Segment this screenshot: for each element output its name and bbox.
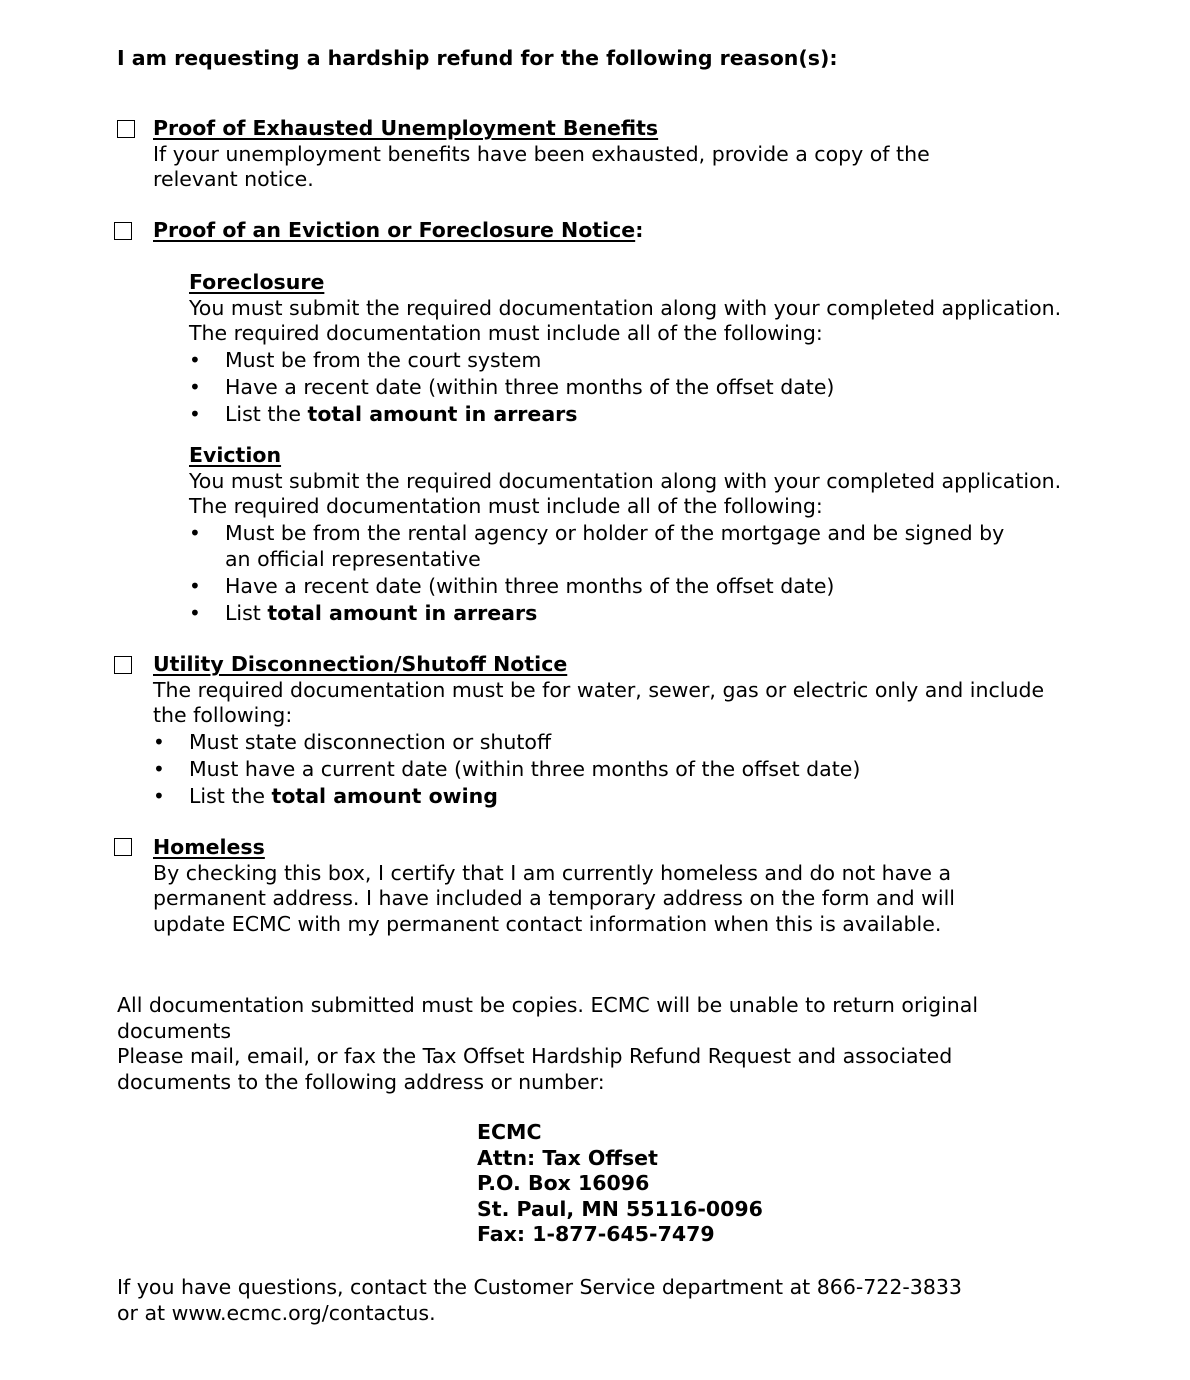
foreclosure-requirements-list: [225, 347, 1061, 428]
form-intro: I am requesting a hardship refund for the following reason(s):: [117, 46, 838, 70]
list-item-emphasis: total amount in arrears: [307, 401, 578, 426]
utility-description: The required documentation must be for water, sewer, gas or electric only and include the following:: [153, 677, 1045, 727]
list-item: • Must state disconnection or shutoff: [189, 729, 1048, 756]
list-item-emphasis: total amount owing: [271, 783, 498, 808]
foreclosure-subheading: Foreclosure: [189, 270, 325, 294]
mailing-address: [477, 1120, 763, 1248]
address-line: P.O. Box 16096: [477, 1171, 650, 1195]
mail-instructions: Please mail, email, or fax the Tax Offset Hardship Refund Request and associated documents to the following address or number:: [117, 1044, 953, 1094]
list-item: • Have a recent date (within three months of the offset date): [225, 573, 1015, 599]
list-item-text: List: [225, 600, 268, 625]
address-line: ECMC: [477, 1120, 542, 1144]
address-line: Attn: Tax Offset: [477, 1145, 658, 1170]
eviction-description-line2: The required documentation must include all of the following:: [189, 494, 823, 518]
eviction-description-line1: You must submit the required documentation along with your completed application.: [189, 468, 1062, 493]
list-item: • Must be from the court system: [225, 347, 1061, 374]
foreclosure-section: [189, 270, 1061, 428]
utility-checkbox[interactable]: [114, 656, 132, 674]
list-item: • Must have a current date (within three months of the offset date): [189, 756, 1048, 783]
utility-requirements-list: [189, 729, 1048, 810]
list-item: [189, 783, 1048, 810]
address-line: St. Paul, MN 55116-0096: [477, 1196, 763, 1221]
copies-note: All documentation submitted must be copies. ECMC will be unable to return original documents: [117, 993, 979, 1043]
list-item: • Have a recent date (within three months of the offset date): [225, 374, 1061, 401]
foreclosure-description-line2: The required documentation must include all of the following:: [189, 321, 823, 345]
list-item: [225, 401, 1061, 428]
list-item-emphasis: total amount in arrears: [267, 600, 538, 625]
utility-heading: Utility Disconnection/Shutoff Notice: [153, 652, 568, 676]
foreclosure-description-line1: You must submit the required documentation along with your completed application.: [189, 295, 1062, 320]
list-item-text: List the: [189, 783, 272, 808]
unemployment-checkbox[interactable]: [117, 120, 135, 138]
unemployment-description: If your unemployment benefits have been exhausted, provide a copy of the relevant notice.: [153, 141, 930, 191]
heading-colon: :: [635, 218, 644, 242]
homeless-description: By checking this box, I certify that I am currently homeless and do not have a permanent address. I have included a temporary address on the form and will update ECMC with my permanent contact information when this is available.: [153, 860, 955, 936]
eviction-foreclosure-checkbox[interactable]: [114, 222, 132, 240]
homeless-checkbox[interactable]: [114, 838, 132, 856]
eviction-subheading: Eviction: [189, 443, 282, 467]
eviction-requirements-list: [225, 520, 1015, 626]
eviction-foreclosure-heading: Proof of an Eviction or Foreclosure Notice: [153, 218, 636, 242]
list-item-text: List the: [225, 401, 308, 426]
fax-number: Fax: 1-877-645-7479: [477, 1222, 715, 1246]
eviction-section: [189, 443, 1061, 626]
unemployment-heading: Proof of Exhausted Unemployment Benefits: [153, 116, 659, 140]
list-item: • Must be from the rental agency or holder of the mortgage and be signed by an official representative: [225, 520, 1015, 572]
contact-info: If you have questions, contact the Customer Service department at 866-722-3833 or at www.ecmc.org/contactus.: [117, 1275, 962, 1325]
homeless-heading: Homeless: [153, 835, 265, 859]
list-item: [225, 600, 1015, 626]
